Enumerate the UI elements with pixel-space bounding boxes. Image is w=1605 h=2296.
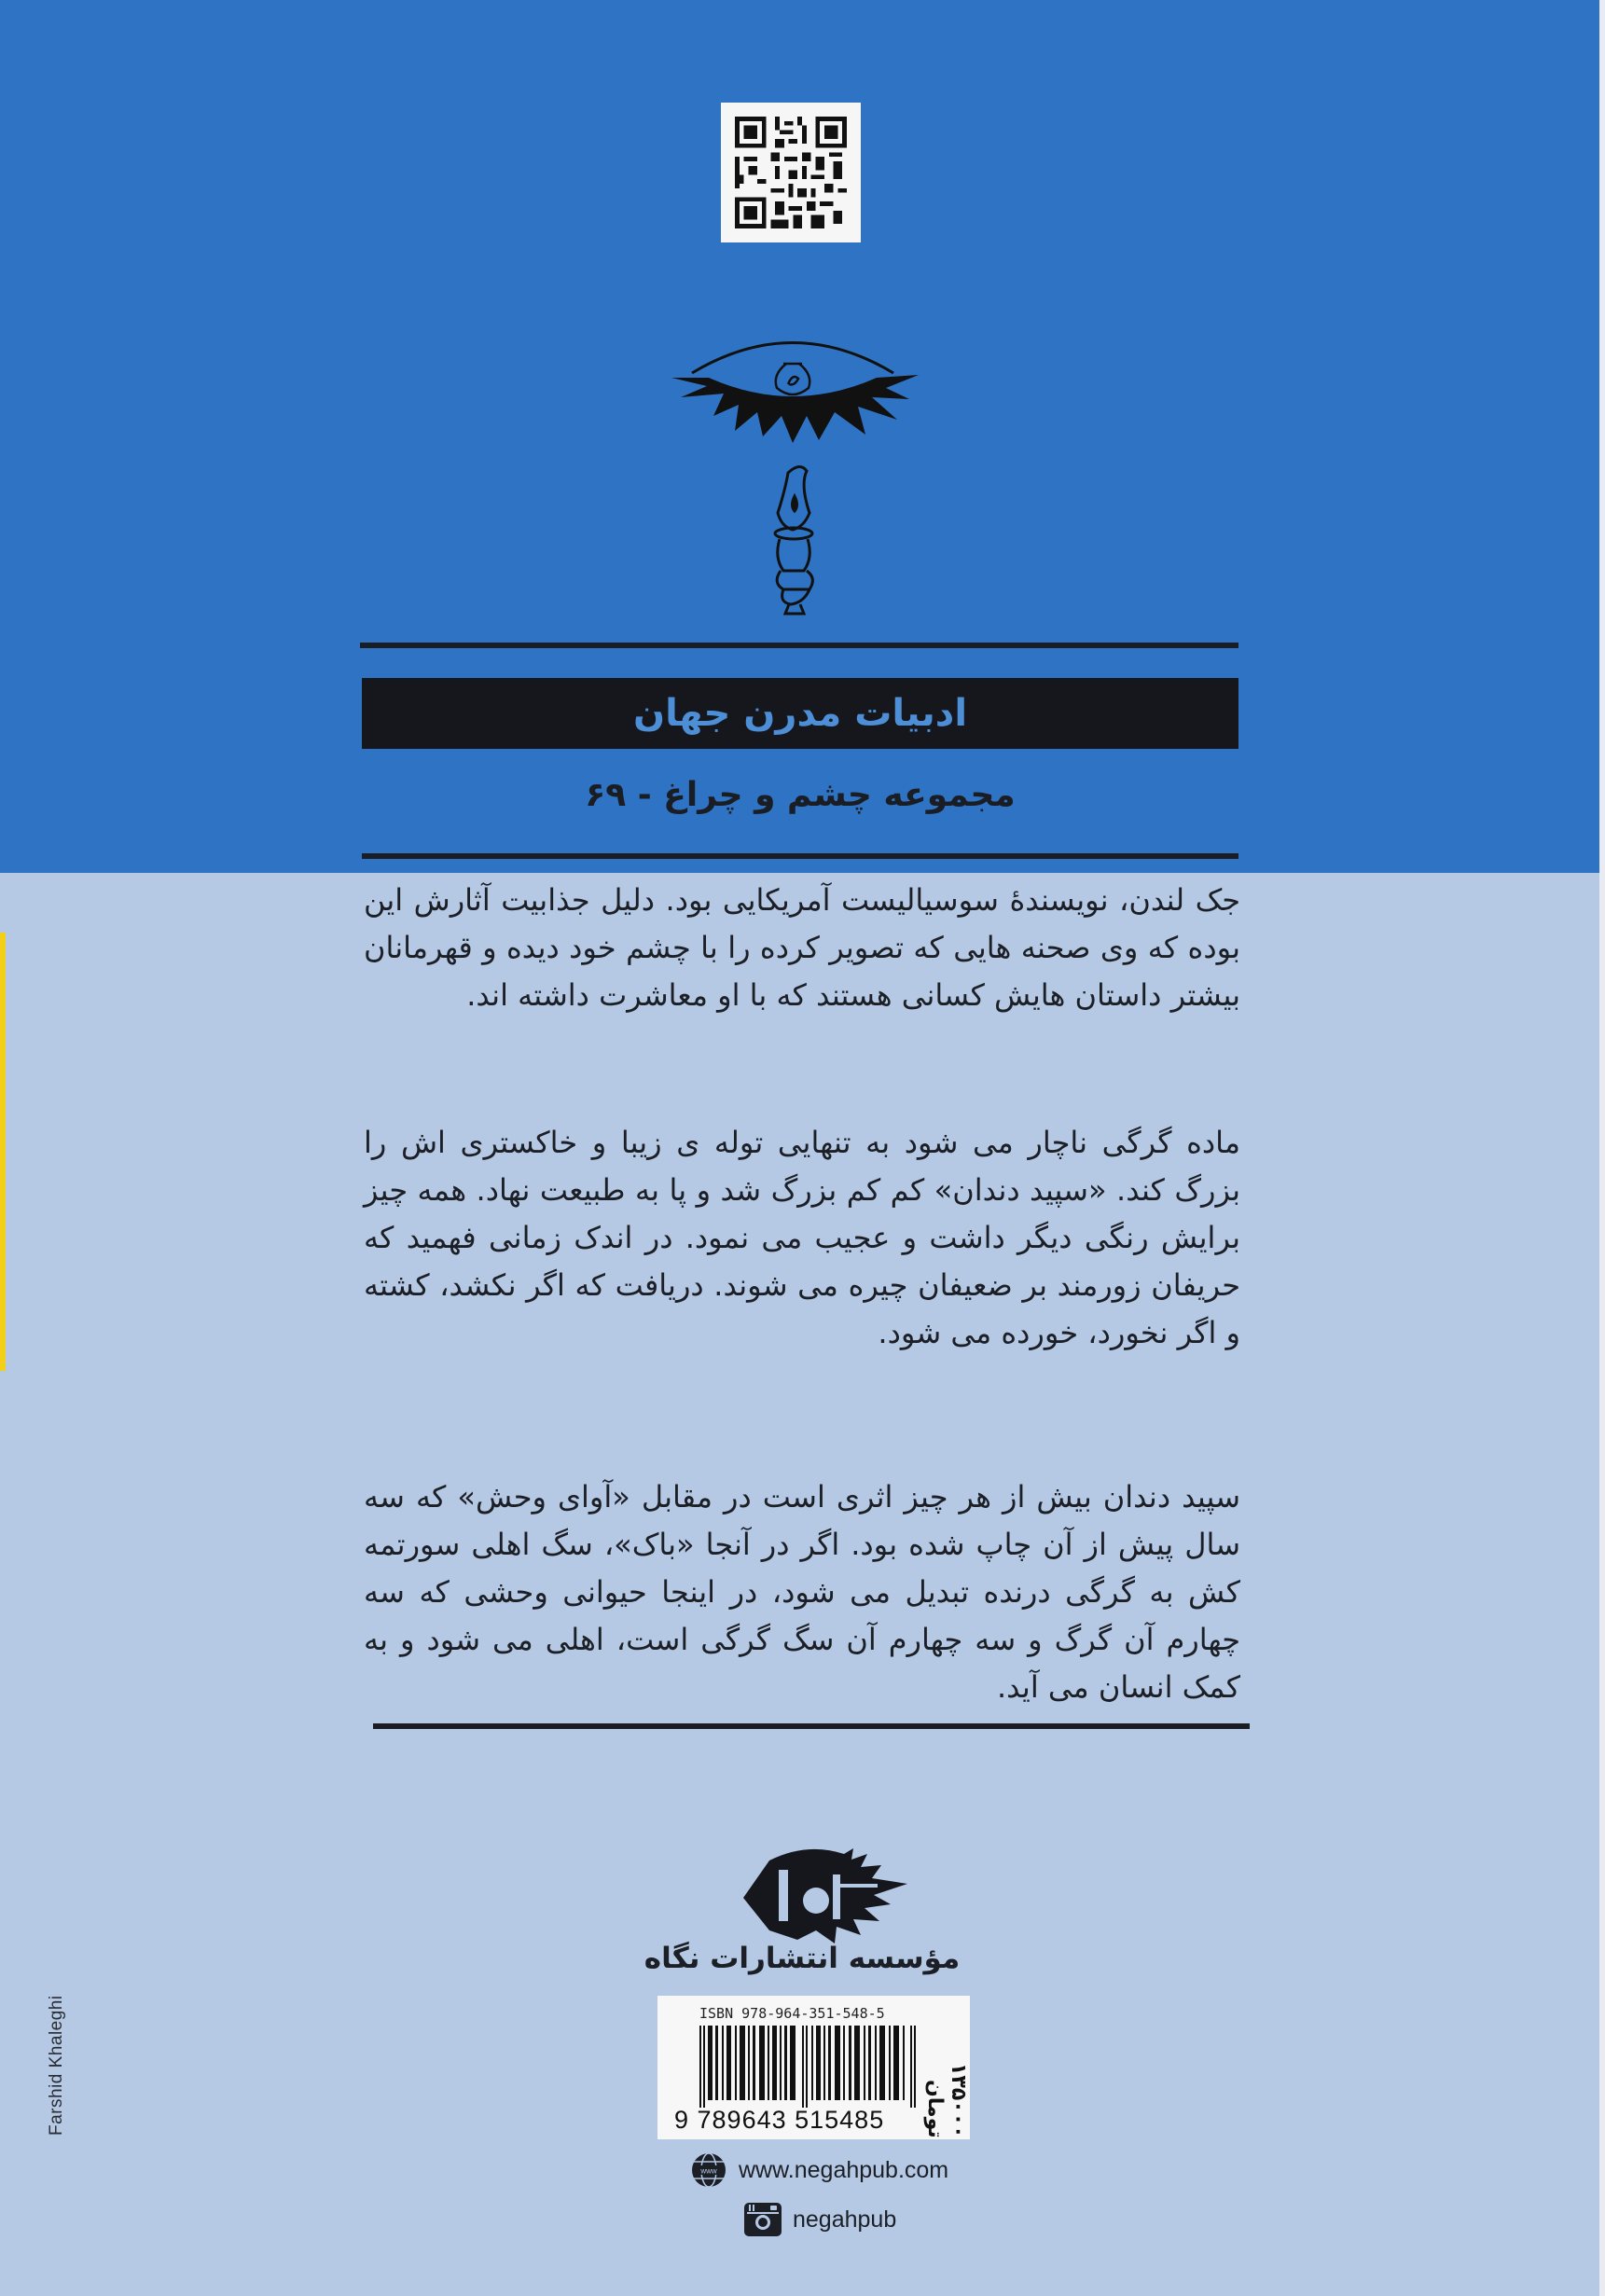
front-cover-edge-accent [0, 933, 6, 1371]
instagram-icon [744, 2203, 782, 2236]
cover-designer-credit: Farshid Khaleghi [47, 1995, 66, 2136]
divider-top [360, 643, 1238, 648]
globe-www-icon [690, 2151, 727, 2189]
negah-logo-icon [741, 1846, 909, 1949]
publisher-logo [741, 1846, 909, 1949]
divider-bottom [373, 1723, 1250, 1729]
isbn-barcode [657, 1996, 970, 2139]
svg-text:www: www [700, 2166, 717, 2176]
blurb-paragraph-3: سپید دندان بیش از هر چیز اثری است در مقابل «آوای وحش» که سه سال پیش از آن چاپ شده بود. اگر در آنجا «باک»، سگ اهلی سورتمه کش به گرگی درنده تبدیل می شود، در اینجا حیوانی وحشی که سه چهارم آن گرگ و سه چهارم آن سگ گرگی است، اهلی می شود و به کمک انسان می آید. [364, 1479, 1240, 1705]
spine-edge [1599, 0, 1605, 2296]
website-link[interactable]: www.negahpub.com [739, 2156, 949, 2183]
lamp-icon [775, 466, 812, 571]
blurb-paragraph-2: ماده گرگی ناچار می شود به تنهایی توله ی زیبا و خاکستری اش را بزرگ کند. «سپید دندان» کم کم بزرگ شد و پا به طبیعت نهاد. همه چیز برایش رنگی دیگر داشت و عجیب می نمود. در اندک زمانی فهمید که حریفان زورمند بر ضعیفان چیره می شوند. دریافت که اگر نکشد، کشته و اگر نخورد، خورده می شود. [364, 1125, 1240, 1350]
blurb-paragraph-1: جک لندن، نویسندهٔ سوسیالیست آمریکایی بود. دلیل جذابیت آثارش این بوده که وی صحنه هایی که تصویر کرده را با چشم خود دیده و قهرمانان بیشتر داستان هایش کسانی هستند که با او معاشرت داشته اند. [364, 882, 1240, 1013]
series-collection: مجموعه چشم و چراغ - ۶۹ [585, 776, 1016, 814]
qr-code-icon [735, 117, 847, 228]
isbn-number: ISBN 978-964-351-548-5 [699, 2005, 885, 2022]
eye-icon [671, 343, 919, 444]
barcode-icon [699, 2026, 919, 2108]
series-emblem [653, 326, 933, 615]
divider-middle [362, 853, 1238, 859]
hand-holding-lamp-icon [777, 571, 812, 614]
qr-code[interactable] [721, 103, 861, 242]
instagram-row[interactable] [744, 2203, 896, 2236]
bulb-icon [776, 364, 810, 394]
ean-number: 9 789643 515485 [674, 2106, 885, 2134]
price: ۱۳۵۰۰۰ تومان [923, 2063, 970, 2138]
website-row[interactable] [690, 2151, 948, 2189]
series-title: ادبیات مدرن جهان [632, 692, 968, 735]
publisher-name: مؤسسه انتشارات نگاه [643, 1942, 961, 1975]
instagram-handle[interactable]: negahpub [793, 2206, 897, 2233]
series-title-bar [362, 678, 1238, 749]
